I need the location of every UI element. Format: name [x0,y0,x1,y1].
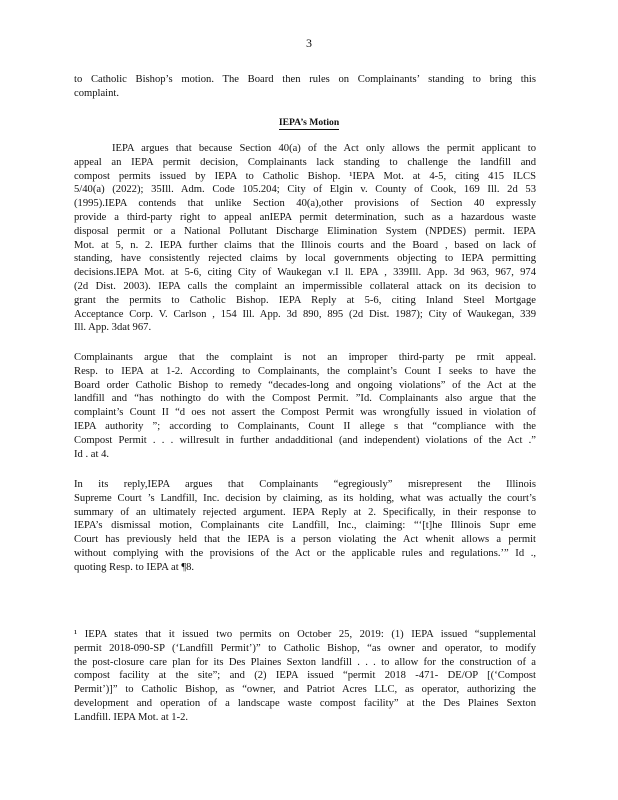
text-line: Court has previously held that the IEPA is a person violating the Act whenit allows a permit [74,534,536,546]
text-line: IEPA argues that because Section 40(a) of the Act only allows the permit applicant to [112,143,536,154]
footnote-line: Landfill. IEPA Mot. at 1-2. [74,711,189,723]
text-line: to Catholic Bishop’s motion. The Board then rules on Complainants’ standing to bring this [74,74,536,85]
text-line: Complainants argue that the complaint is not an improper third-party pe rmit appeal. [74,352,536,363]
footnote-line: Permit’)]” to Catholic Bishop, as “owner, and Patriot Acres LLC, as operator, authorizing the [74,684,536,696]
text-line: provide a third-party right to appeal anIEPA permit determination, such as a hazardous waste [74,211,536,223]
text-line: 5/40(a) (2022); 35Ill. Adm. Code 105.204; City of Elgin v. County of Cook, 169 Ill. 2d 53 [74,184,536,196]
text-line: disposal permit or a National Pollutant Discharge Elimination System (NPDES) permit. IEPA [74,225,536,237]
text-line: without complying with the provisions of the Act or the applicable rules and regulations.’” Id ., [74,547,536,559]
text-line: grant the permits to Catholic Bishop. IEPA Reply at 5-6, citing Inland Steel Mortgage [74,294,536,306]
paragraph-complainants-argue [74,351,536,461]
text-line: Id . at 4. [74,448,110,460]
text-line: Acceptance Corp. V. Carlson , 154 Ill. App. 3d 890, 895 (2d Dist. 1987); City of Waukegan, 339 [74,308,536,320]
footnote-line: ¹ IEPA states that it issued two permits on October 25, 2019: (1) IEPA issued “supplemental [74,629,536,640]
text-line: IEPA authority ”; according to Complainants, Count II allege s that “compliance with the [74,420,536,432]
text-line: Compost Permit . . . willresult in further andadditional (and independent) violations of the Act .” [74,434,536,446]
footnote-line: the post-closure care plan for its Des Plaines Sexton landfill . . . to allow for the construction of a [74,656,536,668]
text-line: standing, have consistently rejected claims by local governments objecting to IEPA permitting [74,253,536,265]
section-heading-text: IEPA’s Motion [278,117,340,128]
text-line: Mot. at 5, n. 2. IEPA further claims that the Illinois courts and the Board , based on lack of [74,239,536,251]
footnote-line: development and operation of a landscape waste compost facility” at the Des Plaines Sexton [74,697,536,709]
text-line: In its reply,IEPA argues that Complainants “egregiously” misrepresent the Illinois [74,479,536,490]
text-line: Board order Catholic Bishop to remedy “decades-long and ongoing violations” of the Act at the [74,379,536,391]
text-line: Resp. to IEPA at 1-2. According to Complainants, the complaint’s Count I seeks to have the [74,365,536,377]
text-line: compost permits issued by IEPA to Catholic Bishop. ¹IEPA Mot. at 4-5, citing 415 ILCS [74,170,536,182]
text-line: appeal an IEPA permit decision, Complainants lack standing to challenge the landfill and [74,156,536,168]
section-heading [0,117,618,128]
text-line: complaint. [74,87,120,99]
footnote [74,628,536,725]
text-line: Ill. App. 3dat 967. [74,322,152,334]
paragraph-iepa-reply [74,478,536,575]
text-line: summary of an ultimately rejected argument. IEPA Reply at 2. Specifically, in their response to [74,506,536,518]
text-line: (1995).IEPA contends that unlike Section 40(a),other provisions of Section 40 expressly [74,198,536,210]
text-line: complaint’s Count II “d oes not assert the Compost Permit was wrongfully issued in violation of [74,407,536,419]
paragraph-iepa-argues [74,142,536,335]
text-line: Supreme Court ’s Landfill, Inc. decision by claiming, as its holding, what was actually the court’s [74,492,536,504]
intro-paragraph [74,73,536,101]
text-line: (2d Dist. 2003). IEPA calls the complaint an impermissible collateral attack on its decision to [74,280,536,292]
text-line: quoting Resp. to IEPA at ¶8. [74,561,195,573]
footnote-line: permit 2018-090-SP (‘Landfill Permit’)” to Catholic Bishop, “as owner and operator, to modify [74,642,536,654]
page-number: 3 [306,36,312,50]
footnote-line: compost facility at the site”; and (2) IEPA issued “permit 2018 -471- DE/OP [(‘Compost [74,670,536,682]
text-line: IEPA’s dismissal motion, Complainants cite Landfill, Inc., claiming: “‘[t]he Illinois Supr eme [74,520,536,532]
text-line: landfill and “has nothingto do with the Compost Permit. ”Id. Complainants also argue that the [74,393,536,405]
text-line: decisions.IEPA Mot. at 5-6, citing City of Waukegan v.I ll. EPA , 339Ill. App. 3d 963, 967, 974 [74,267,536,279]
